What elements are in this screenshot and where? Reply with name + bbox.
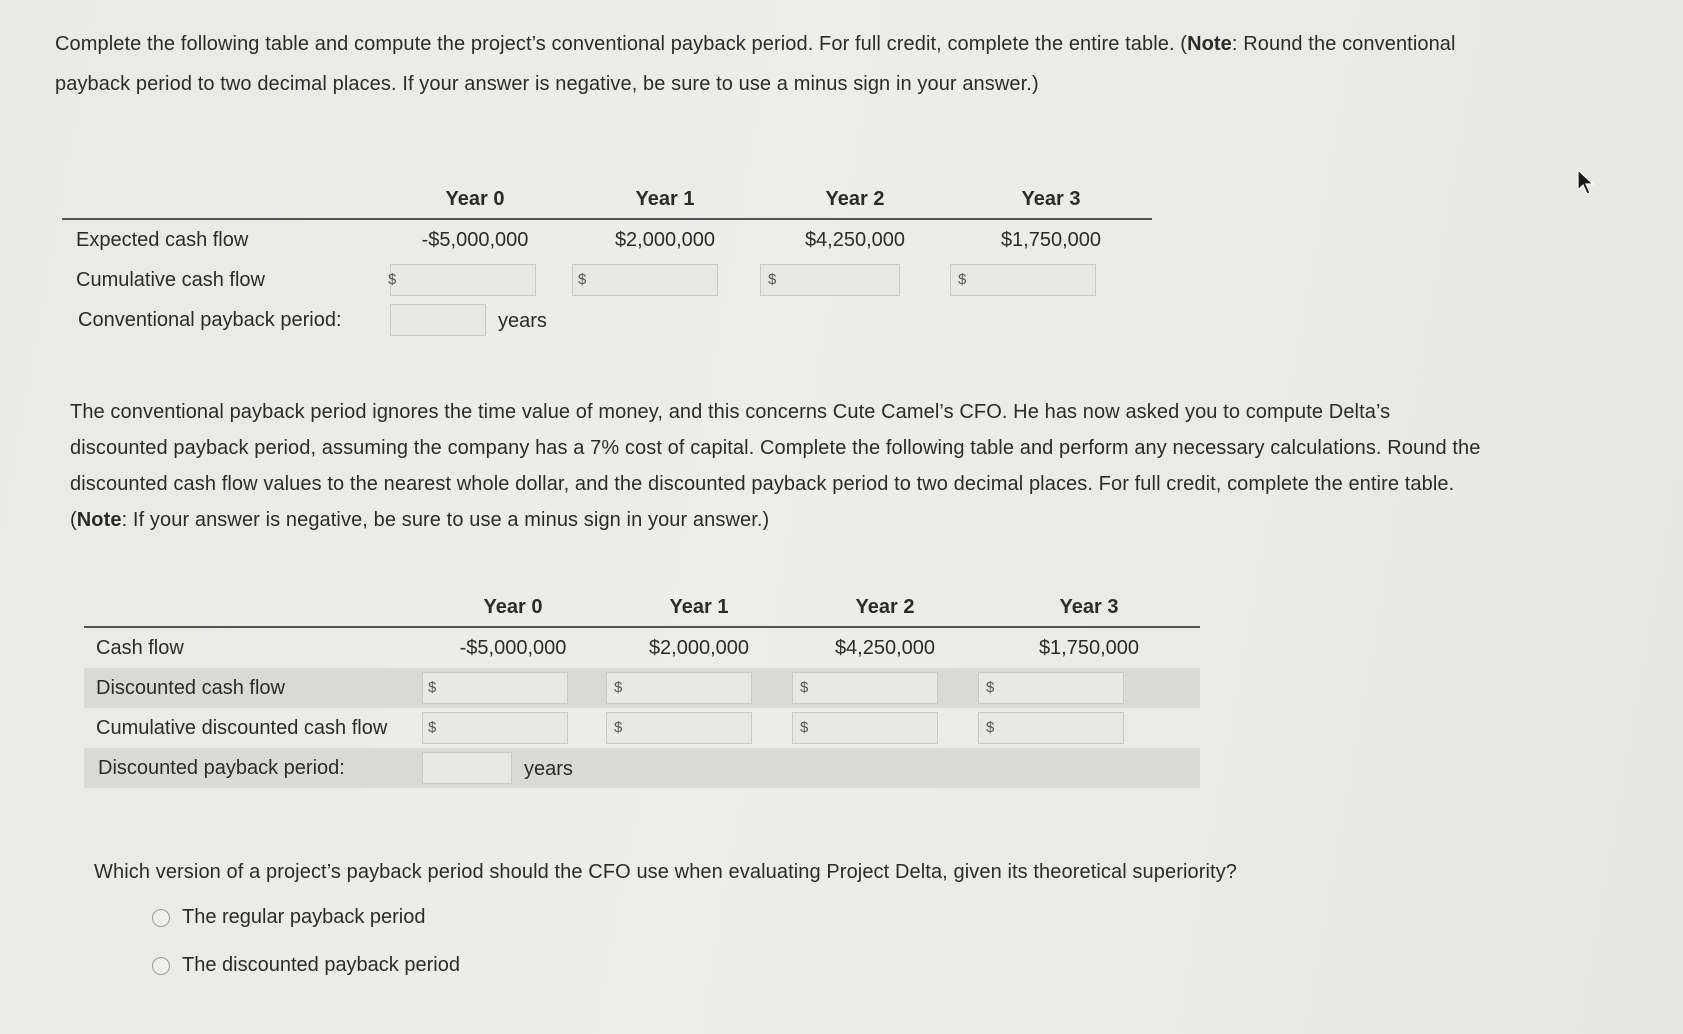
- q2-text-pre: The conventional payback period ignores the time value of money, and this concerns Cute Camel’s CFO. He has now asked you to compute Delta’s discounted payback period, assuming the company has a 7% cost of capital. Complete the following table and perform any necessary calculations. Round the discounted cash flow values to the nearest whole dollar, and the discounted payback period to two decimal places. For full credit, complete the entire table. (: [70, 401, 1481, 531]
- cumulative-cash-flow-year3-input[interactable]: [950, 264, 1096, 296]
- table1-payback-row: [62, 300, 1152, 340]
- question-1-instructions: [55, 24, 1495, 104]
- table1-header-year2: Year 2: [825, 187, 885, 210]
- expected-cash-flow-label: Expected cash flow: [76, 228, 249, 251]
- radio-button[interactable]: [152, 909, 170, 927]
- final-question-text: Which version of a project’s payback period should the CFO use when evaluating Project Delta, given its theoretical superiority?: [94, 861, 1238, 883]
- q1-text-post: : Round the conventional payback period to two decimal places. If your answer is negative, be sure to use a minus sign in your answer.): [55, 33, 1456, 95]
- discounted-cash-flow-year3-input[interactable]: [978, 672, 1124, 704]
- q2-text-post: : If your answer is negative, be sure to use a minus sign in your answer.): [121, 509, 770, 531]
- currency-symbol: $: [614, 679, 623, 696]
- discounted-cash-flow-year2-input[interactable]: [792, 672, 938, 704]
- table2-header-row: [84, 588, 1200, 627]
- cash-flow-year2: $4,250,000: [834, 636, 936, 659]
- cumulative-discounted-year0-input[interactable]: [422, 712, 568, 744]
- table2-header-year0: Year 0: [483, 595, 543, 618]
- cumulative-discounted-year3-input[interactable]: [978, 712, 1124, 744]
- table1-header-row: [62, 180, 1152, 219]
- expected-cash-flow-year3: $1,750,000: [1000, 228, 1102, 251]
- table2-header-year3: Year 3: [1059, 595, 1119, 618]
- currency-symbol: $: [958, 271, 967, 288]
- years-unit: years: [524, 758, 573, 780]
- cash-flow-label: Cash flow: [96, 636, 184, 659]
- q1-text-pre: Complete the following table and compute the project’s conventional payback period. For full credit, complete the entire table. (: [55, 33, 1188, 55]
- years-unit: years: [498, 310, 547, 332]
- discounted-payback-input[interactable]: [422, 752, 512, 784]
- cash-flow-year0: -$5,000,000: [459, 636, 567, 659]
- conventional-payback-table: [62, 180, 1152, 340]
- currency-symbol: $: [614, 719, 623, 736]
- table2-discounted-payback-row: [84, 748, 1200, 788]
- cash-flow-year1: $2,000,000: [648, 636, 750, 659]
- table2-discounted-cash-flow-row: [84, 668, 1200, 708]
- conventional-payback-input[interactable]: [390, 304, 486, 336]
- currency-symbol: $: [800, 719, 809, 736]
- cumulative-cash-flow-year1-input[interactable]: [572, 264, 718, 296]
- currency-symbol: $: [768, 271, 777, 288]
- table1-header-year1: Year 1: [635, 187, 695, 210]
- cumulative-cash-flow-year0-input[interactable]: [390, 264, 536, 296]
- table1-expected-cash-flow-row: [62, 219, 1152, 260]
- currency-symbol: $: [986, 719, 995, 736]
- discounted-cash-flow-year0-input[interactable]: [422, 672, 568, 704]
- table2-cash-flow-row: [84, 627, 1200, 668]
- radio-button[interactable]: [152, 957, 170, 975]
- expected-cash-flow-year1: $2,000,000: [614, 228, 716, 251]
- q2-note-label: Note: [76, 509, 122, 531]
- table2-header-year1: Year 1: [669, 595, 729, 618]
- option-discounted-payback[interactable]: [152, 954, 460, 977]
- currency-symbol: $: [578, 271, 587, 288]
- discounted-payback-label: Discounted payback period:: [98, 756, 345, 779]
- cumulative-discounted-year2-input[interactable]: [792, 712, 938, 744]
- cumulative-discounted-cash-flow-label: Cumulative discounted cash flow: [96, 716, 388, 739]
- currency-symbol: $: [986, 679, 995, 696]
- discounted-cash-flow-year1-input[interactable]: [606, 672, 752, 704]
- currency-symbol: $: [388, 271, 397, 288]
- expected-cash-flow-year2: $4,250,000: [804, 228, 906, 251]
- question-2-instructions: [70, 394, 1490, 538]
- discounted-payback-table: [84, 588, 1200, 788]
- cumulative-discounted-year1-input[interactable]: [606, 712, 752, 744]
- option-regular-payback[interactable]: [152, 906, 425, 929]
- currency-symbol: $: [800, 679, 809, 696]
- table1-header-year0: Year 0: [445, 187, 505, 210]
- option-regular-payback-label: The regular payback period: [182, 906, 426, 928]
- cash-flow-year3: $1,750,000: [1038, 636, 1140, 659]
- q1-note-label: Note: [1187, 33, 1232, 55]
- table1-cumulative-cash-flow-row: [62, 260, 1152, 300]
- option-discounted-payback-label: The discounted payback period: [182, 954, 460, 976]
- expected-cash-flow-year0: -$5,000,000: [421, 228, 529, 251]
- table2-header-year2: Year 2: [855, 595, 915, 618]
- table2-cumulative-discounted-row: [84, 708, 1200, 748]
- currency-symbol: $: [428, 679, 437, 696]
- table1-header-year3: Year 3: [1021, 187, 1081, 210]
- currency-symbol: $: [428, 719, 437, 736]
- cumulative-cash-flow-year2-input[interactable]: [760, 264, 900, 296]
- cumulative-cash-flow-label: Cumulative cash flow: [76, 268, 265, 291]
- discounted-cash-flow-label: Discounted cash flow: [96, 676, 285, 699]
- conventional-payback-label: Conventional payback period:: [78, 308, 342, 331]
